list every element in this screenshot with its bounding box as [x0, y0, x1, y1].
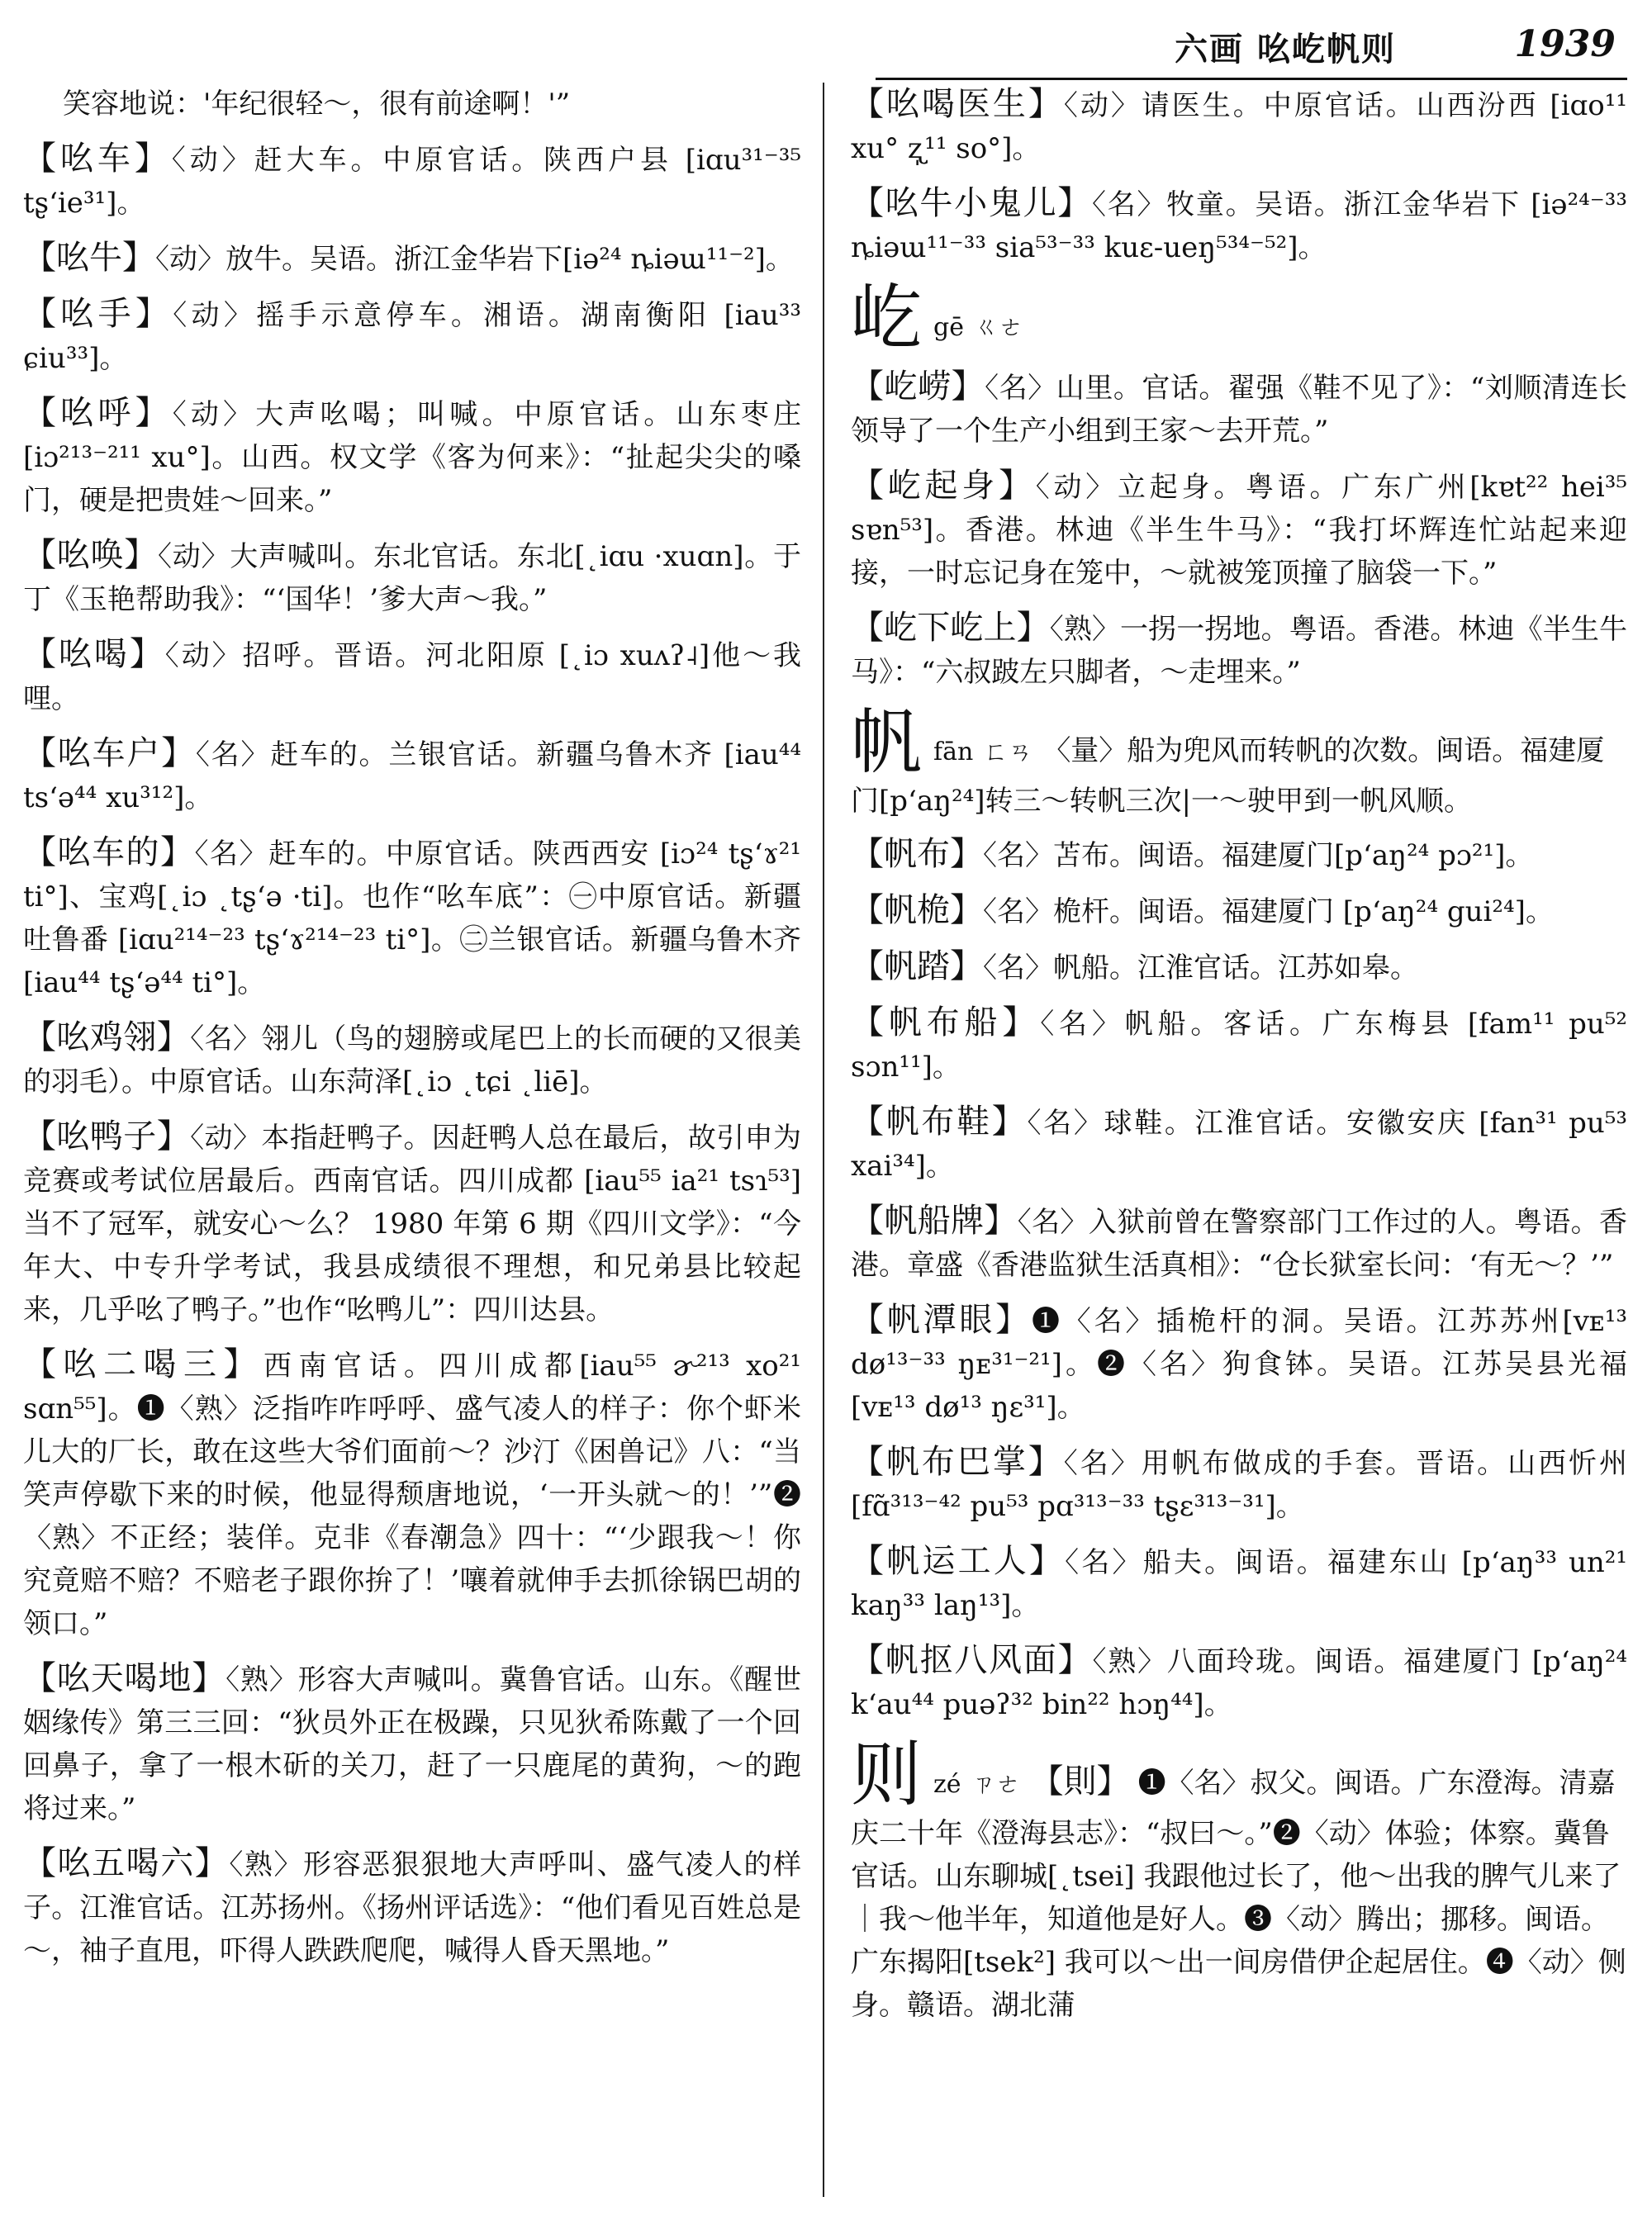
entry-definition: 〈动〉招呼。晋语。河北阳原 [˛iɔ xuʌʔ˨]他～我哩。 [23, 639, 801, 715]
zhuyin: ㄗㄜ [971, 1770, 1021, 1799]
entry-headword: 【吆车的】 [23, 833, 195, 871]
entry-definition: 〈动〉赶大车。中原官话。陕西户县 [iɑu³¹⁻³⁵ tʂʻie³¹]。 [23, 144, 801, 220]
character-entry [851, 1734, 1627, 2027]
dictionary-entry [851, 1298, 1627, 1429]
column-divider [823, 83, 824, 2197]
dictionary-entry [23, 534, 801, 621]
dictionary-entry [851, 365, 1627, 453]
entry-headword: 【帆潭眼】 [851, 1301, 1032, 1339]
section-title: 六画 吆屹帆则 [1175, 30, 1396, 69]
dictionary-entry [851, 1540, 1627, 1627]
entry-definition: 西南官话。四川成都[iau⁵⁵ ɚ²¹³ xo²¹ sɑn⁵⁵]。❶〈熟〉泛指咋咋呼呼、盛气凌人的样子：你个虾米儿大的厂长，敢在这些大爷们面前～？沙汀《困兽记》八：“当笑声停歇下来的时候，他显得颓唐地说，‘一开头就～的！’”❷〈熟〉不正经；装佯。克非《春潮急》四十：“‘少跟我～！你究竟赔不赔？不赔老子跟你拚了！’嚷着就伸手去抓徐锅巴胡的领口。” [23, 1350, 801, 1640]
entry-definition: 〈名〉赶车的。中原官话。陕西西安 [iɔ²⁴ tʂʻɤ²¹ ti°]、宝鸡[˛iɔ ˛tʂʻə ·ti]。也作“吆车底”：㊀中原官话。新疆吐鲁番 [iɑu²¹⁴⁻²³ tʂʻɤ²¹⁴⁻²³ ti°]。㊁兰银官话。新疆乌鲁木齐[iau⁴⁴ tʂʻə⁴⁴ ti°]。 [23, 837, 801, 999]
entry-definition: 〈动〉大声喊叫。东北官话。东北[˛iɑu ·xuɑn]。于丁《玉艳帮助我》：“‘国华！’爹大声～我。” [23, 540, 801, 616]
head-character: 则 [851, 1734, 922, 1816]
entry-headword: 【吆天喝地】 [23, 1659, 226, 1697]
entry-headword: 【屹崂】 [851, 368, 985, 406]
header-rule [876, 78, 1627, 80]
head-character: 帆 [851, 701, 922, 784]
entry-definition: 〈名〉入狱前曾在警察部门工作过的人。粤语。香港。章盛《香港监狱生活真相》：“仓长狱室长问：‘有无～？’” [851, 1206, 1627, 1282]
entry-definition: 〈动〉摇手示意停车。湘语。湖南衡阳 [iau³³ ɕiu³³]。 [23, 299, 801, 375]
entry-definition: 〈动〉大声吆喝；叫喊。中原官话。山东枣庄[iɔ²¹³⁻²¹¹ xu°]。山西。权文学《客为何来》：“扯起尖尖的嗓门，硬是把贵娃～回来。” [23, 398, 801, 517]
entry-headword: 【帆踏】 [851, 947, 983, 985]
left-column [23, 83, 801, 2213]
entry-definition: 〈名〉用帆布做成的手套。晋语。山西忻州[fɑ̃³¹³⁻⁴² pu⁵³ pɑ³¹³⁻³³ tʂɛ³¹³⁻³¹]。 [851, 1447, 1627, 1523]
entry-headword: 【吆唤】 [23, 536, 159, 574]
head-character: 屹 [851, 277, 922, 359]
dictionary-entry [851, 606, 1627, 694]
dictionary-entry [851, 1001, 1627, 1089]
dictionary-entry [851, 464, 1627, 595]
dictionary-entry [851, 833, 1627, 877]
dictionary-entry [851, 945, 1627, 989]
entry-definition: 〈熟〉一拐一拐地。粤语。香港。林迪《半生牛马》：“六叔跛左只脚者，～走埋来。” [851, 613, 1627, 689]
entry-definition: 〈动〉请医生。中原官话。山西汾西 [iɑo¹¹ xu° ʐ̩¹¹ so°]。 [851, 89, 1627, 165]
entry-headword: 【屹下屹上】 [851, 609, 1050, 647]
entry-headword: 【吆牛】 [23, 239, 155, 277]
dictionary-entry [851, 889, 1627, 933]
dictionary-entry [23, 83, 801, 126]
dictionary-entry [23, 236, 801, 281]
entry-headword: 【吆鸭子】 [23, 1117, 191, 1155]
dictionary-entry [851, 1100, 1627, 1188]
entry-definition: 〈熟〉八面玲珑。闽语。福建厦门 [pʻaŋ²⁴ kʻau⁴⁴ puəʔ³² bin²² hɔŋ⁴⁴]。 [851, 1645, 1627, 1721]
entry-headword: 【吆呼】 [23, 394, 173, 432]
entry-definition: 〈名〉牧童。吴语。浙江金华岩下 [iə²⁴⁻³³ ȵiəɯ¹¹⁻³³ sia⁵³⁻³³ kuɛ-ueŋ⁵³⁴⁻⁵²]。 [851, 188, 1627, 264]
entry-definition: 笑容地说：'年纪很轻～，很有前途啊！'” [63, 88, 571, 121]
entry-headword: 【帆布巴掌】 [851, 1443, 1064, 1481]
entry-definition: 〈动〉本指赶鸭子。因赶鸭人总在最后，故引申为竞赛或考试位居最后。西南官话。四川成都 [iau⁵⁵ ia²¹ tsɿ⁵³] 当不了冠军，就安心～么？ 1980 年第 6 期《四川文学》：“今年大、中专升学考试，我县成绩很不理想，和兄弟县比较起来，几乎吆了鸭子。”也作“吆鸭儿”：四川达县。 [23, 1122, 801, 1326]
dictionary-entry [23, 391, 801, 522]
entry-headword: 【吆车户】 [23, 734, 196, 772]
page-header [0, 0, 1652, 91]
entry-headword: 【吆鸡翎】 [23, 1018, 191, 1056]
entry-headword: 【則】 [1030, 1763, 1130, 1801]
entry-definition: 〈名〉山里。官话。翟强《鞋不见了》：“刘顺清连长领导了一个生产小组到王家～去开荒。” [851, 372, 1627, 448]
pinyin: fān [933, 738, 974, 766]
dictionary-entry [851, 1639, 1627, 1726]
entry-definition: 〈名〉苫布。闽语。福建厦门[pʻaŋ²⁴ pɔ²¹]。 [983, 839, 1534, 872]
entry-headword: 【吆喝】 [23, 635, 165, 673]
zhuyin: ㄈㄢ [983, 738, 1033, 766]
character-entry [851, 701, 1627, 823]
entry-definition: 〈名〉球鞋。江淮官话。安徽安庆 [fan³¹ pu⁵³ xai³⁴]。 [851, 1107, 1627, 1183]
entry-definition: 〈名〉船夫。闽语。福建东山 [pʻaŋ³³ un²¹ kaŋ³³ laŋ¹³]。 [851, 1546, 1627, 1622]
entry-headword: 【帆运工人】 [851, 1542, 1066, 1580]
entry-headword: 【吆牛小鬼儿】 [851, 184, 1093, 222]
entry-headword: 【吆车】 [23, 140, 172, 178]
right-column [851, 83, 1627, 2213]
pinyin: zé [933, 1770, 961, 1799]
zhuyin: ㄍㄜ [973, 313, 1023, 342]
dictionary-entry [851, 1199, 1627, 1287]
entry-definition: ❶〈名〉插桅杆的洞。吴语。江苏苏州[vᴇ¹³ dø¹³⁻³³ ŋᴇ³¹⁻²¹]。❷〈名〉狗食钵。吴语。江苏吴县光福[vᴇ¹³ dø¹³ ŋɛ³¹]。 [851, 1305, 1627, 1424]
entry-definition: 〈名〉赶车的。兰银官话。新疆乌鲁木齐 [iau⁴⁴ tsʻə⁴⁴ xu³¹²]。 [23, 738, 801, 814]
dictionary-entry [851, 182, 1627, 269]
dictionary-entry [23, 292, 801, 380]
entry-headword: 【帆船牌】 [851, 1202, 1018, 1240]
dictionary-entry [23, 633, 801, 720]
entry-definition: ❶〈名〉叔父。闽语。广东澄海。清嘉庆二十年《澄海县志》：“叔曰～。”❷〈动〉体验；体察。冀鲁官话。山东聊城[˛tsei] 我跟他过长了，他～出我的脾气儿来了｜我～他半年，知道他是好人。❸〈动〉腾出；挪移。闽语。广东揭阳[tsek²] 我可以～出一间房借伊企起居住。❹〈动〉侧身。赣语。湖北蒲 [851, 1767, 1626, 2022]
entry-headword: 【帆抠八风面】 [851, 1641, 1093, 1679]
dictionary-entry [23, 1842, 801, 1972]
entry-headword: 【吆二喝三】 [23, 1345, 263, 1383]
entry-definition: 〈熟〉形容大声喊叫。冀鲁官话。山东。《醒世姻缘传》第三三回：“狄员外正在极躁，只见狄希陈戴了一个回回鼻子，拿了一根木斫的关刀，赶了一只鹿尾的黄狗，～的跑将过来。” [23, 1663, 801, 1825]
entry-headword: 【吆喝医生】 [851, 85, 1064, 123]
entry-headword: 【帆布】 [851, 835, 983, 873]
pinyin: gē [933, 313, 964, 342]
dictionary-entry [23, 1115, 801, 1331]
entry-definition: 〈动〉立起身。粤语。广东广州[kɐt²² hei³⁵ sɐn⁵³]。香港。林迪《半生牛马》：“我打坏辉连忙站起来迎接，一时忘记身在笼中，～就被笼顶撞了脑袋一下。” [851, 471, 1627, 590]
entry-headword: 【帆布鞋】 [851, 1103, 1028, 1141]
dictionary-entry [23, 1016, 801, 1103]
entry-headword: 【吆五喝六】 [23, 1844, 230, 1882]
entry-headword: 【屹起身】 [851, 467, 1036, 505]
dictionary-entry [851, 83, 1627, 170]
entry-headword: 【帆桅】 [851, 891, 983, 929]
dictionary-entry [23, 732, 801, 819]
entry-definition: 〈熟〉形容恶狠狠地大声呼叫、盛气凌人的样子。江淮官话。江苏扬州。《扬州评话选》：“他们看见百姓总是～，袖子直甩，吓得人跌跌爬爬，喊得人昏天黑地。” [23, 1848, 801, 1967]
entry-definition: 〈量〉船为兜风而转帆的次数。闽语。福建厦门[pʻaŋ²⁴]转三～转帆三次|一～驶甲到一帆风顺。 [851, 734, 1605, 818]
entry-definition: 〈动〉放牛。吴语。浙江金华岩下[iə²⁴ ȵiəɯ¹¹⁻²]。 [155, 243, 794, 276]
dictionary-entry [23, 831, 801, 1004]
dictionary-entry [23, 1343, 801, 1645]
entry-headword: 【帆布船】 [851, 1004, 1041, 1041]
page-number: 1939 [1514, 23, 1616, 65]
entry-definition: 〈名〉帆船。江淮官话。江苏如皋。 [983, 951, 1418, 985]
entry-definition: 〈名〉翎儿（鸟的翅膀或尾巴上的长而硬的又很美的羽毛）。中原官话。山东菏泽[˛iɔ ˛tɕi ˛liē]。 [23, 1022, 801, 1098]
dictionary-entry [851, 1440, 1627, 1528]
dictionary-entry [23, 137, 801, 225]
entry-definition: 〈名〉帆船。客话。广东梅县 [fam¹¹ pu⁵² sɔn¹¹]。 [851, 1008, 1627, 1084]
entry-definition: 〈名〉桅杆。闽语。福建厦门 [pʻaŋ²⁴ gui²⁴]。 [983, 895, 1554, 928]
dictionary-entry [23, 1657, 801, 1830]
character-entry [851, 277, 1627, 359]
entry-headword: 【吆手】 [23, 295, 173, 333]
